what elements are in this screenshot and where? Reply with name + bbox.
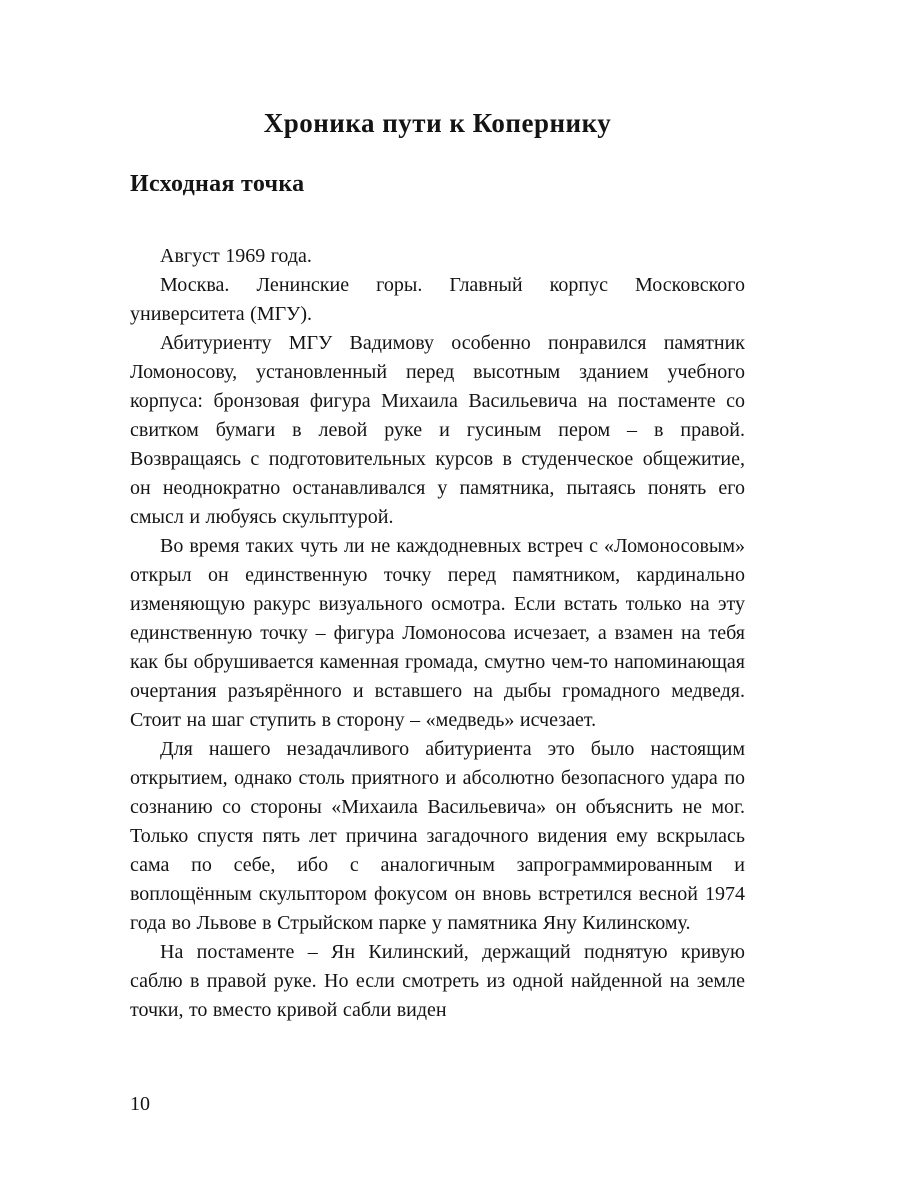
paragraph-2: Москва. Ленинские горы. Главный корпус Московского университета (МГУ). xyxy=(130,274,745,325)
paragraph-3: Абитуриенту МГУ Вадимову особенно понравился памятник Ломоносову, установленный перед высотным зданием учебного корпуса: бронзовая фигура Михаила Васильевича на постаменте со свитком бумаги в левой руке и гусиным пером – в правой. Возвращаясь с подготовительных курсов в студенческое общежитие, он неоднократно останавливался у памятника, пытаясь понять его смысл и любуясь скульптурой. xyxy=(130,332,745,528)
page-number: 10 xyxy=(130,1093,150,1115)
paragraph-6: На постаменте – Ян Килинский, держащий поднятую кривую саблю в правой руке. Но если смотреть из одной найденной на земле точки, то вместо кривой сабли виден xyxy=(130,941,745,1021)
paragraph-5: Для нашего незадачливого абитуриента это было настоящим открытием, однако столь приятного и абсолютно безопасного удара по сознанию со стороны «Михаила Васильевича» он объяснить не мог. Только спустя пять лет причина загадочного видения ему вскрылась сама по себе, ибо с аналогичным запрограммированным и воплощённым скульптором фокусом он вновь встретился весной 1974 года во Львове в Стрыйском парке у памятника Яну Килинскому. xyxy=(130,738,745,934)
body-text xyxy=(130,242,745,1025)
paragraph-1: Август 1969 года. xyxy=(160,245,312,267)
section-heading: Исходная точка xyxy=(130,171,305,197)
paragraph-4: Во время таких чуть ли не каждодневных встреч с «Ломоносовым» открыл он единственную точку перед памятником, кардинально изменяющую ракурс визуального осмотра. Если встать только на эту единственную точку – фигура Ломоносова исчезает, а взамен на тебя как бы обрушивается каменная громада, смутно чем-то напоминающая очертания разъярённого и вставшего на дыбы громадного медведя. Стоит на шаг ступить в сторону – «медведь» исчезает. xyxy=(130,535,745,731)
chapter-title: Хроника пути к Копернику xyxy=(263,108,612,138)
